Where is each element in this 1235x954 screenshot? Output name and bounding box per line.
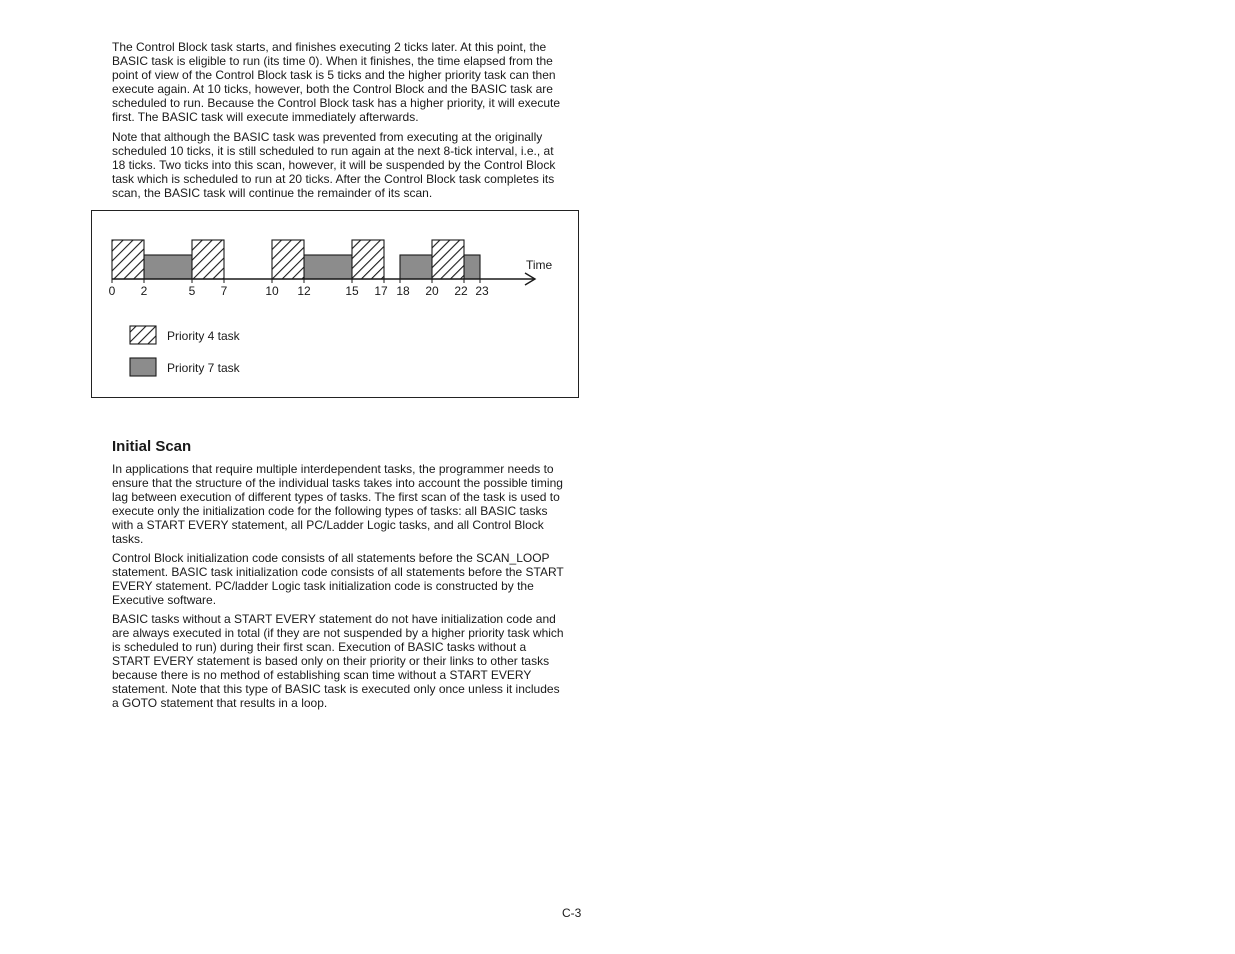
axis-tick-label: 22 — [454, 284, 468, 298]
priority-7-segment — [304, 255, 352, 279]
axis-tick-label: 23 — [475, 284, 489, 298]
task-timing-figure — [91, 210, 579, 398]
legend-swatch-priority-7 — [130, 358, 156, 376]
priority-7-segment — [400, 255, 432, 279]
legend-label-priority-7: Priority 7 task — [167, 361, 240, 375]
axis-tick-label: 20 — [425, 284, 439, 298]
section-title: Initial Scan — [112, 438, 192, 455]
intro-paragraph-2: Note that although the BASIC task was prevented from executing at the originally scheduled 10 ticks, it is still scheduled to run again at the next 8-tick interval, i.e., at 18 ticks. Two ticks into this scan, however, it will be suspended by the Control Block task which is scheduled to run at 20 ticks. After the Control Block task completes its scan, the BASIC task will continue the remainder of its scan. — [112, 130, 556, 200]
legend-label-priority-4: Priority 4 task — [167, 329, 240, 343]
axis-tick-label: 5 — [188, 284, 196, 298]
axis-tick-label: 18 — [396, 284, 410, 298]
priority-4-segment — [272, 240, 304, 279]
axis-tick-label: 2 — [140, 284, 148, 298]
axis-tick-label: 12 — [297, 284, 311, 298]
initial-scan-section — [112, 438, 567, 710]
section-paragraph-3: BASIC tasks without a START EVERY statement do not have initialization code and are always executed in total (if they are not suspended by a higher priority task which is scheduled to run) during their first scan. Execution of BASIC tasks without a START EVERY statement is based only on their priority or their links to other tasks because there is no method of establishing scan time without a START EVERY statement. Note that this type of BASIC task is executed only once unless it includes a GOTO statement that results in a loop. — [112, 612, 564, 710]
section-paragraph-2: Control Block initialization code consists of all statements before the SCAN_LOOP statement. BASIC task initialization code consists of all statements before the START EVERY statement. PC/ladder Logic task initialization code is constructed by the Executive software. — [112, 551, 564, 607]
legend-swatch-priority-4 — [130, 326, 156, 344]
axis-tick-label: 17 — [374, 284, 388, 298]
intro-text — [112, 40, 567, 200]
axis-tick-label: 7 — [220, 284, 228, 298]
legend — [130, 326, 241, 376]
priority-4-segment — [192, 240, 224, 279]
priority-4-segment — [432, 240, 464, 279]
page-number: C-3 — [562, 906, 582, 920]
priority-7-segment — [464, 255, 480, 279]
priority-7-segment — [144, 255, 192, 279]
section-paragraph-1: In applications that require multiple interdependent tasks, the programmer needs to ensure that the structure of the individual tasks takes into account the possible timing lag between execution of different types of tasks. The first scan of the task is used to execute only the initialization code for the following types of tasks: all BASIC tasks with a START EVERY statement, all PC/Ladder Logic tasks, and all Control Block tasks. — [112, 462, 563, 546]
priority-4-segment — [112, 240, 144, 279]
time-axis-label: Time — [526, 258, 553, 272]
axis-tick-label: 10 — [265, 284, 279, 298]
timing-diagram — [92, 211, 580, 399]
priority-4-segment — [352, 240, 384, 279]
axis-tick-label: 0 — [108, 284, 116, 298]
intro-paragraph-1: The Control Block task starts, and finishes executing 2 ticks later. At this point, the BASIC task is eligible to run (its time 0). When it finishes, the time elapsed from the point of view of the Control Block task is 5 ticks and the higher priority task can then execute again. At 10 ticks, however, both the Control Block and the BASIC task are scheduled to run. Because the Control Block task has a higher priority, it will execute first. The BASIC task will execute immediately afterwards. — [112, 40, 561, 124]
axis-tick-label: 15 — [345, 284, 359, 298]
